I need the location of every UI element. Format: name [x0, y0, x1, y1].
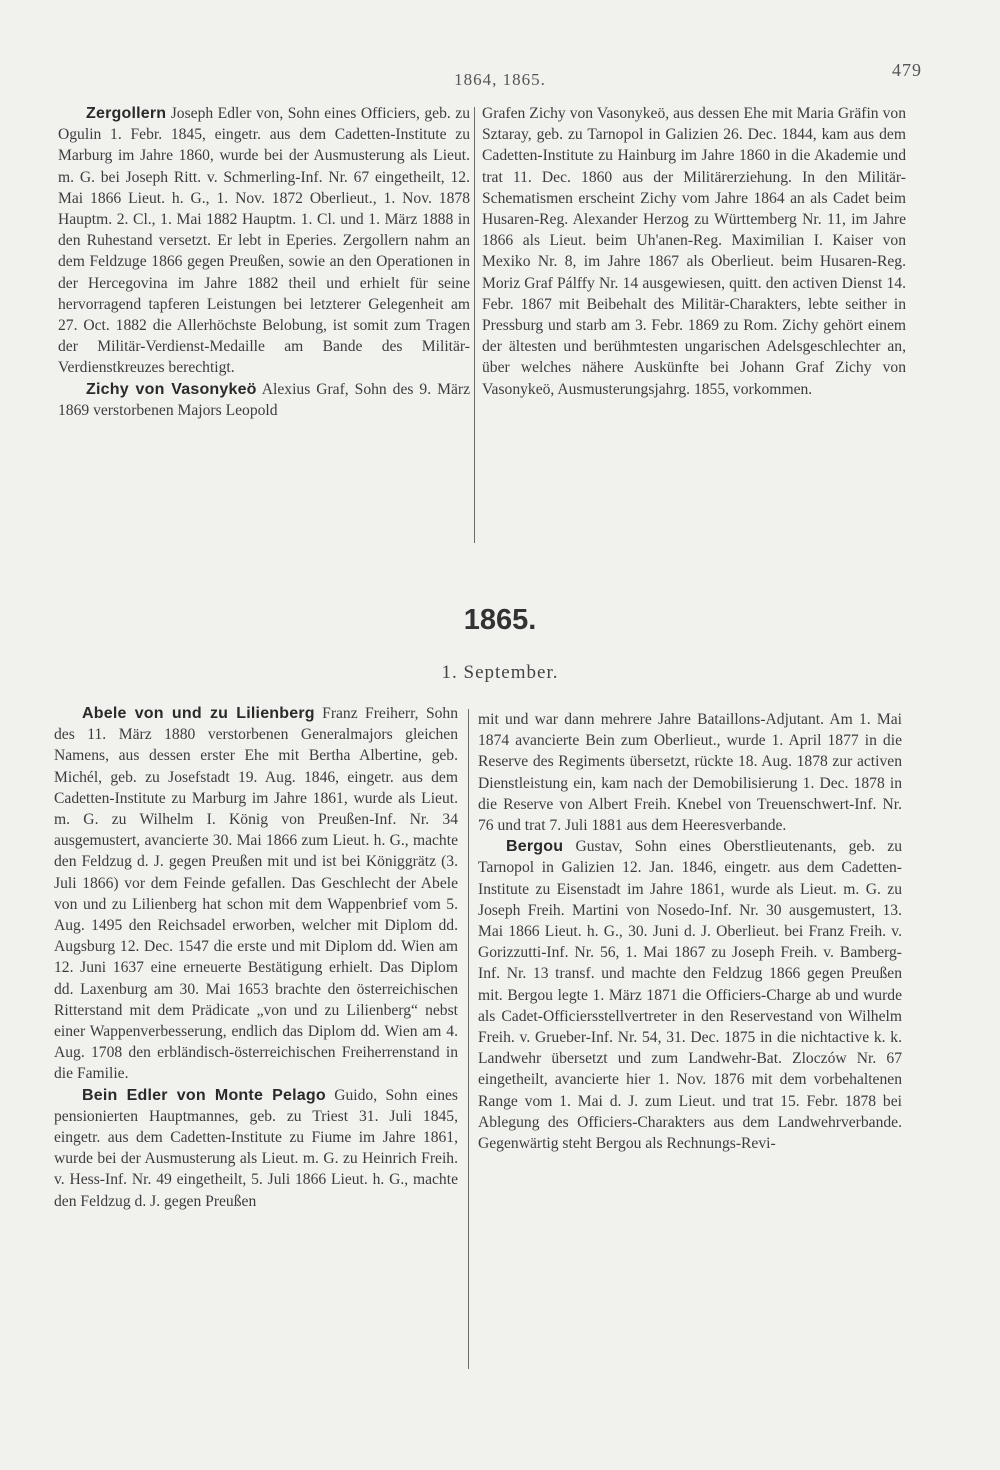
date-heading: 1. September.	[441, 662, 559, 683]
bottom-left-column	[54, 703, 458, 1212]
entry-text: Gustav, Sohn eines Oberstlieutenants, geb. zu Tarnopol in Galizien 12. Jan. 1846, eingetr. aus dem Cadetten-Institute zu Eisenstadt im Jahre 1861, wurde als Lieut. m. G. zu Joseph Freih. Martini von Nosedo-Inf. Nr. 30 ausgemustert, 13. Mai 1866 Lieut. h. G., 30. Juni d. J. Oberlieut. bei Franz Freih. v. Gorizzutti-Inf. Nr. 56, 1. Mai 1867 zu Joseph Freih. v. Bamberg-Inf. Nr. 13 transf. und machte den Feldzug 1866 gegen Preußen mit. Bergou legte 1. März 1871 die Officiers-Charge ab und wurde als Cadet-Officiersstellvertreter in den Reservestand von Wilhelm Freih. v. Grueber-Inf. Nr. 54, 31. Dec. 1875 in die nichtactive k. k. Landwehr übersetzt und zum Landwehr-Bat. Zloczów Nr. 67 eingetheilt, avancierte hier 1. Nov. 1876 mit dem vorbehaltenen Range vom 1. Mai d. J. zum Lieut. und trat 15. Febr. 1878 bei Ablegung des Officiers-Charakters aus dem Landwehrverbande. Gegenwärtig steht Bergou als Rechnungs-Revi-	[478, 838, 902, 1153]
top-left-column	[58, 103, 470, 421]
entry-name: Abele von und zu Lilienberg	[82, 705, 315, 722]
entry-zergollern	[58, 103, 470, 379]
entry-name: Bein Edler von Monte Pelago	[82, 1086, 326, 1104]
entry-text: mit und war dann mehrere Jahre Bataillons-Adjutant. Am 1. Mai 1874 avancierte Bein zum Oberlieut., wurde 1. April 1877 in die Reserve des Regiments übersetzt, rückte 18. Aug. 1878 zur activen Dienstleistung ein, kam nach der Demobilisierung 1. Dec. 1878 in die Reserve von Albert Freih. Knebel von Treuenschwert-Inf. Nr. 76 und trat 7. Juli 1881 aus dem Heeresverbande.	[478, 711, 902, 835]
bottom-section	[0, 703, 1000, 1383]
entry-bein-continued	[478, 709, 902, 836]
entry-zichy-continued	[482, 103, 906, 400]
entry-name: Zichy von Vasonykeö	[86, 380, 257, 398]
top-section	[0, 103, 1000, 553]
page-number: 479	[892, 60, 922, 80]
entry-text: Guido, Sohn eines pensionierten Hauptmannes, geb. zu Triest 31. Juli 1845, eingetr. aus dem Cadetten-Institute zu Fiume im Jahre 1861, wurde bei der Ausmusterung als Lieut. m. G. zu Heinrich Freih. v. Hess-Inf. Nr. 49 eingetheilt, 5. Juli 1866 Lieut. h. G., machte den Feldzug d. J. gegen Preußen	[54, 1086, 458, 1210]
entry-bein	[54, 1085, 458, 1212]
bottom-right-column	[478, 709, 902, 1154]
running-head: 1864, 1865.	[454, 70, 546, 89]
column-divider	[468, 709, 469, 1369]
year-heading: 1865.	[463, 604, 537, 636]
entry-bergou	[478, 836, 902, 1154]
entry-text: Grafen Zichy von Vasonykeö, aus dessen Ehe mit Maria Gräfin von Sztaray, geb. zu Tarnopol in Galizien 26. Dec. 1844, kam aus dem Cadetten-Institute zu Hainburg im Jahre 1860 in die Akademie und trat 11. Dec. 1860 aus der Militärerziehung. In den Militär-Schematismen erscheint Zichy vom Jahre 1864 an als Cadet beim Husaren-Reg. Alexander Herzog zu Württemberg Nr. 11, im Jahre 1866 als Lieut. beim Uh'anen-Reg. Maximilian I. Kaiser von Mexiko Nr. 8, im Jahre 1867 als Oberlieut. beim Husaren-Reg. Moriz Graf Pálffy Nr. 14 ausgewiesen, quitt. den activen Dienst 14. Febr. 1867 mit Beibehalt des Militär-Charakters, lebte seither in Pressburg und starb am 3. Febr. 1869 zu Rom. Zichy gehört einem der ältesten und berühmtesten ungarischen Adelsgeschlechter an, über welches nähere Auskünfte bei Johann Graf Zichy von Vasonykeö, Ausmusterungsjahrg. 1855, vorkommen.	[482, 105, 906, 398]
entry-text: Joseph Edler von, Sohn eines Officiers, geb. zu Ogulin 1. Febr. 1845, eingetr. aus dem Cadetten-Institute zu Marburg im Jahre 1860, wurde bei der Ausmusterung als Lieut. m. G. bei Joseph Ritt. v. Schmerling-Inf. Nr. 67 eingetheilt, 12. Mai 1866 Lieut. h. G., 1. Nov. 1872 Oberlieut., 1. Nov. 1878 Hauptm. 2. Cl., 1. Mai 1882 Hauptm. 1. Cl. und 1. März 1888 in den Ruhestand versetzt. Er lebt in Eperies. Zergollern nahm an dem Feldzuge 1866 gegen Preußen, sowie an den Operationen in der Hercegovina im Jahre 1882 theil und erhielt für seine hervorragend tapferen Leistungen bei letzterer Gelegenheit am 27. Oct. 1882 die Allerhöchste Belobung, ist somit zum Tragen der Militär-Verdienst-Medaille am Bande des Militär-Verdienstkreuzes berechtigt.	[58, 105, 470, 377]
entry-name: Bergou	[506, 838, 564, 856]
entry-text: Alexius Graf, Sohn des 9. März 1869 verstorbenen Majors Leopold	[58, 380, 470, 419]
top-right-column	[482, 103, 906, 400]
entry-text: Franz Freiherr, Sohn des 11. März 1880 verstorbenen Generalmajors gleichen Namens, aus dessen erster Ehe mit Bertha Albertine, geb. Michél, geb. zu Josefstadt 19. Aug. 1846, eingetr. aus dem Cadetten-Institute zu Marburg im Jahre 1861, wurde als Lieut. m. G. zu Wilhelm I. König von Preußen-Inf. Nr. 34 ausgemustert, avancierte 30. Mai 1866 zum Lieut. h. G., machte den Feldzug d. J. gegen Preußen mit und ist bei Königgrätz (3. Juli 1866) vor dem Feinde gefallen. Das Geschlecht der Abele von und zu Lilienberg hat schon mit dem Wappenbrief vom 5. Aug. 1495 den Reichsadel erworben, welcher mit Diplom dd. Augsburg 12. Dec. 1547 die erste und mit Diplom dd. Wien am 12. Juni 1637 eine erneuerte Bestätigung erhielt. Das Diplom dd. Laxenburg am 30. Mai 1653 brachte den österreichischen Ritterstand mit dem Prädicate „von und zu Lilienberg“ nebst einer Wappenverbesserung, endlich das Diplom dd. Wien am 4. Aug. 1708 den erbländisch-österreichischen Freiherrenstand in die Familie.	[54, 705, 459, 1083]
entry-zichy	[58, 379, 470, 421]
column-divider	[474, 107, 475, 543]
entry-name: Zergollern	[86, 105, 167, 122]
entry-abele	[54, 703, 458, 1085]
